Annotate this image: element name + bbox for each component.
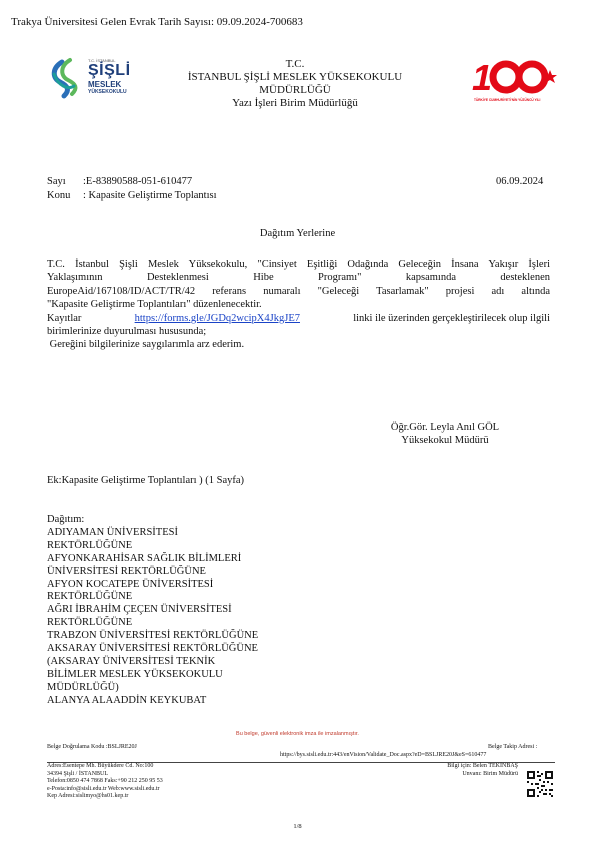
footer-city: 34394 Şişli / İSTANBUL — [47, 770, 109, 777]
distribution-item: REKTÖRLÜĞÜNE — [47, 539, 133, 551]
distribution-list — [47, 514, 258, 708]
contact-person: Bilgi için: Belen TEKİNBAŞ — [447, 763, 518, 769]
verification-code: Belge Doğrulama Kodu :BSLJRE20J — [47, 744, 137, 750]
letter-body — [47, 258, 550, 352]
distribution-item: (AKSARAY ÜNİVERSİTESİ TEKNİK — [47, 655, 216, 667]
distribution-item: AFYONKARAHİSAR SAĞLIK BİLİMLERİ — [47, 552, 242, 564]
body-closing: Gereğini bilgilerinize saygılarımla arz ederim. — [47, 339, 245, 351]
esignature-note: Bu belge, güvenli elektronik imza ile imzalanmıştır. — [236, 731, 359, 737]
distribution-item: ÜNİVERSİTESİ REKTÖRLÜĞÜNE — [47, 565, 206, 577]
footer-contact-block — [424, 763, 518, 778]
signatory-name: Öğr.Gör. Leyla Anıl GÖL — [390, 422, 500, 433]
document-subject: Konu : Kapasite Geliştirme Toplantısı — [47, 190, 217, 201]
tracking-label: Belge Takip Adresi : — [488, 744, 538, 750]
distribution-item: AKSARAY ÜNİVERSİTESİ REKTÖRLÜĞÜNE — [47, 643, 258, 655]
registration-form-link[interactable]: https://forms.gle/JGDq2wcipX4JkgJE7 — [134, 312, 300, 324]
registry-stamp: Trakya Üniversitesi Gelen Evrak Tarih Sayısı: 09.09.2024-700683 — [11, 16, 303, 28]
header-tc: T.C. — [285, 58, 305, 70]
footer-phone: Telefon:0850 474 7868 Faks:+90 212 250 95 53 — [47, 778, 163, 784]
header-unit: Yazı İşleri Birim Müdürlüğü — [232, 97, 358, 109]
footer-address: Adres:Esentepe Mh. Büyükdere Cd. No:100 — [47, 763, 154, 769]
distribution-item: AFYON KOCATEPE ÜNİVERSİTESİ — [47, 578, 214, 590]
footer-address-block — [47, 763, 163, 801]
distribution-item: AĞRI İBRAHİM ÇEÇEN ÜNİVERSİTESİ — [47, 604, 232, 616]
footer-kep: Kep Adresi:sislimyo@hs01.kep.tr — [47, 793, 129, 799]
body-line: birimlerinize duyurulması hususunda; — [47, 326, 207, 338]
body-line: EuropeAid/167108/ID/ACT/TR/42 referans numaralı "Geleceği Tasarlamak" projesi adı altında — [47, 285, 550, 297]
tracking-url[interactable]: https://bys.sisli.edu.tr:443/enVision/Validate_Doc.aspx?eD=BSLJRE20J&eS=610477 — [280, 752, 487, 758]
centennial-logo: 1 TÜRKİYE CUMHURİYETİ'NİN YÜZÜNCÜ YILI — [470, 58, 558, 108]
page-number: 1/8 — [293, 823, 302, 830]
distribution-item: BİLİMLER MESLEK YÜKSEKOKULU — [47, 668, 223, 680]
body-line: Yaklaşımının Desteklenmesi Hibe Programı" kapsamında desteklenen — [47, 272, 550, 284]
distribution-item: ALANYA ALAADDİN KEYKUBAT — [47, 694, 207, 706]
svg-text:1: 1 — [472, 58, 493, 98]
header-directorate: MÜDÜRLÜĞÜ — [259, 84, 331, 96]
distribution-item: ADIYAMAN ÜNİVERSİTESİ — [47, 526, 178, 538]
document-date: 06.09.2024 — [496, 176, 544, 187]
distribution-label: Dağıtım: — [47, 514, 85, 525]
body-line-registration: Kayıtlar https://forms.gle/JGDq2wcipX4JkgJE7 linki ile üzerinden gerçekleştirilecek olup ilgili — [47, 312, 550, 324]
signatory-title: Yüksekokul Müdürü — [401, 435, 489, 446]
header-institution: İSTANBUL ŞİŞLİ MESLEK YÜKSEKOKULU — [187, 71, 403, 83]
distribution-item: REKTÖRLÜĞÜNE — [47, 617, 133, 629]
sisli-myo-logo: T.C. İSTANBUL ŞİŞLİ MESLEK YÜKSEKOKULU — [50, 56, 140, 102]
attachment-note: Ek:Kapasite Geliştirme Toplantıları ) (1 Sayfa) — [47, 475, 245, 486]
document-number: Sayı :E-83890588-051-610477 — [47, 176, 193, 187]
qr-code — [527, 771, 553, 797]
distribution-item: REKTÖRLÜĞÜNE — [47, 591, 133, 603]
signature-block — [375, 421, 515, 447]
distribution-item: MÜDÜRLÜĞÜ) — [47, 681, 119, 693]
contact-title: Unvanı: Birim Müdürü — [462, 770, 518, 777]
body-line: T.C. İstanbul Şişli Meslek Yüksekokulu, "Cinsiyet Eşitliği Odağında Geleceğin İnsana Yakışır İşleri — [47, 259, 550, 270]
addressee: Dağıtım Yerlerine — [259, 228, 336, 239]
letterhead — [150, 58, 440, 110]
body-line: "Kapasite Geliştirme Toplantıları" düzenlenecektir. — [47, 299, 262, 311]
footer-email: e-Posta:info@sisli.edu.tr Web:www.sisli.edu.tr — [47, 785, 160, 792]
distribution-item: TRABZON ÜNİVERSİTESİ REKTÖRLÜĞÜNE — [47, 630, 259, 642]
